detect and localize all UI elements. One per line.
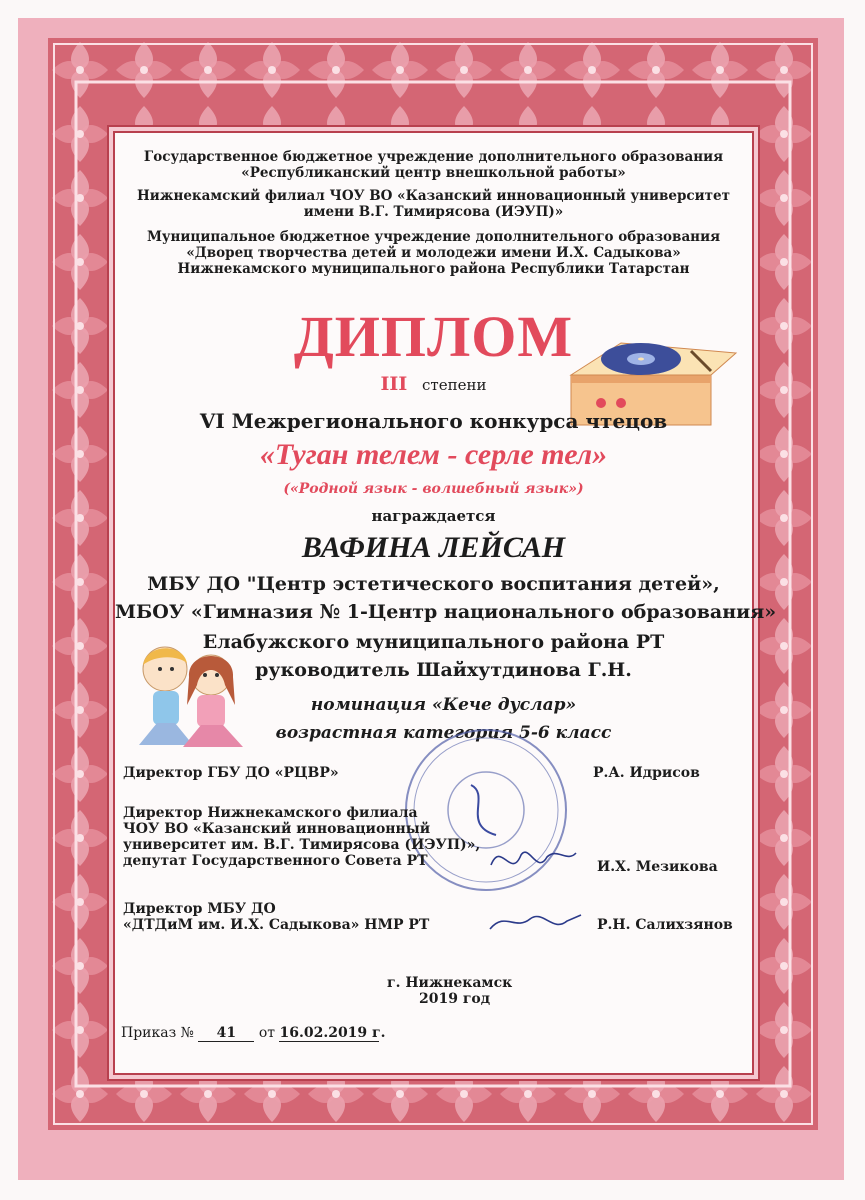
order-date: 16.02.2019 г. — [279, 1025, 386, 1041]
contest-motto: «Туган телем - серле тел» — [259, 438, 608, 471]
order-line — [121, 1025, 386, 1042]
signer-2-title-3: университет им. В.Г. Тимирясова (ИЭУП)», — [123, 837, 481, 853]
organization-line-2: МБОУ «Гимназия № 1-Центр национального образования» — [115, 601, 777, 623]
header-line-1: Государственное бюджетное учреждение дополнительного образования — [143, 149, 724, 165]
degree-line — [115, 373, 752, 395]
degree-word: степени — [422, 376, 487, 394]
signer-3-title-1: Директор МБУ ДО — [123, 901, 276, 917]
children-illustration — [125, 635, 255, 755]
organization-line-1: МБУ ДО "Центр эстетического воспитания детей», — [147, 573, 720, 595]
signer-1-name: Р.А. Идрисов — [593, 765, 700, 781]
signer-1-title: Директор ГБУ ДО «РЦВР» — [123, 765, 339, 781]
contest-name: VI Межрегионального конкурса чтецов — [199, 409, 668, 433]
organization-line-3: Елабужского муниципального района РТ — [202, 631, 665, 653]
motto-translation: («Родной язык - волшебный язык») — [283, 481, 584, 497]
header-line-2: «Республиканский центр внешкольной работы» — [241, 165, 626, 181]
signature-3 — [485, 901, 585, 941]
signer-2-title-2: ЧОУ ВО «Казанский инновационный — [123, 821, 431, 837]
nomination-line: номинация «Кече дуслар» — [310, 695, 577, 715]
signer-2-title-1: Директор Нижнекамского филиала — [123, 805, 418, 821]
signer-2-title-4: депутат Государственного Совета РТ — [123, 853, 428, 869]
signer-2-name: И.Х. Мезикова — [597, 859, 718, 875]
order-from: от — [258, 1025, 276, 1041]
order-label: Приказ № — [121, 1025, 194, 1041]
diploma-title: ДИПЛОМ — [293, 304, 574, 369]
signer-3-title-2: «ДТДиМ им. И.Х. Садыкова» НМР РТ — [123, 917, 430, 933]
signer-3-name: Р.Н. Салихзянов — [597, 917, 733, 933]
signature-2 — [481, 835, 581, 885]
header-line-6: «Дворец творчества детей и молодежи имени И.Х. Садыкова» — [186, 245, 681, 261]
header-line-7: Нижнекамского муниципального района Республики Татарстан — [177, 261, 690, 277]
content-panel — [113, 131, 777, 1075]
degree-number: III — [380, 373, 408, 395]
header-line-4: имени В.Г. Тимирясова (ИЭУП)» — [303, 204, 564, 220]
supervisor-line: руководитель Шайхутдинова Г.Н. — [255, 659, 632, 681]
city: г. Нижнекамск — [387, 975, 513, 991]
awarded-label: награждается — [371, 507, 496, 525]
age-category-line: возрастная категория 5-6 класс — [275, 723, 612, 743]
order-number: 41 — [198, 1025, 254, 1042]
header-line-3: Нижнекамский филиал ЧОУ ВО «Казанский инновационный университет — [137, 188, 730, 204]
header-line-5: Муниципальное бюджетное учреждение дополнительного образования — [146, 229, 721, 245]
recipient-name: ВАФИНА ЛЕЙСАН — [301, 531, 566, 564]
year: 2019 год — [419, 991, 491, 1007]
